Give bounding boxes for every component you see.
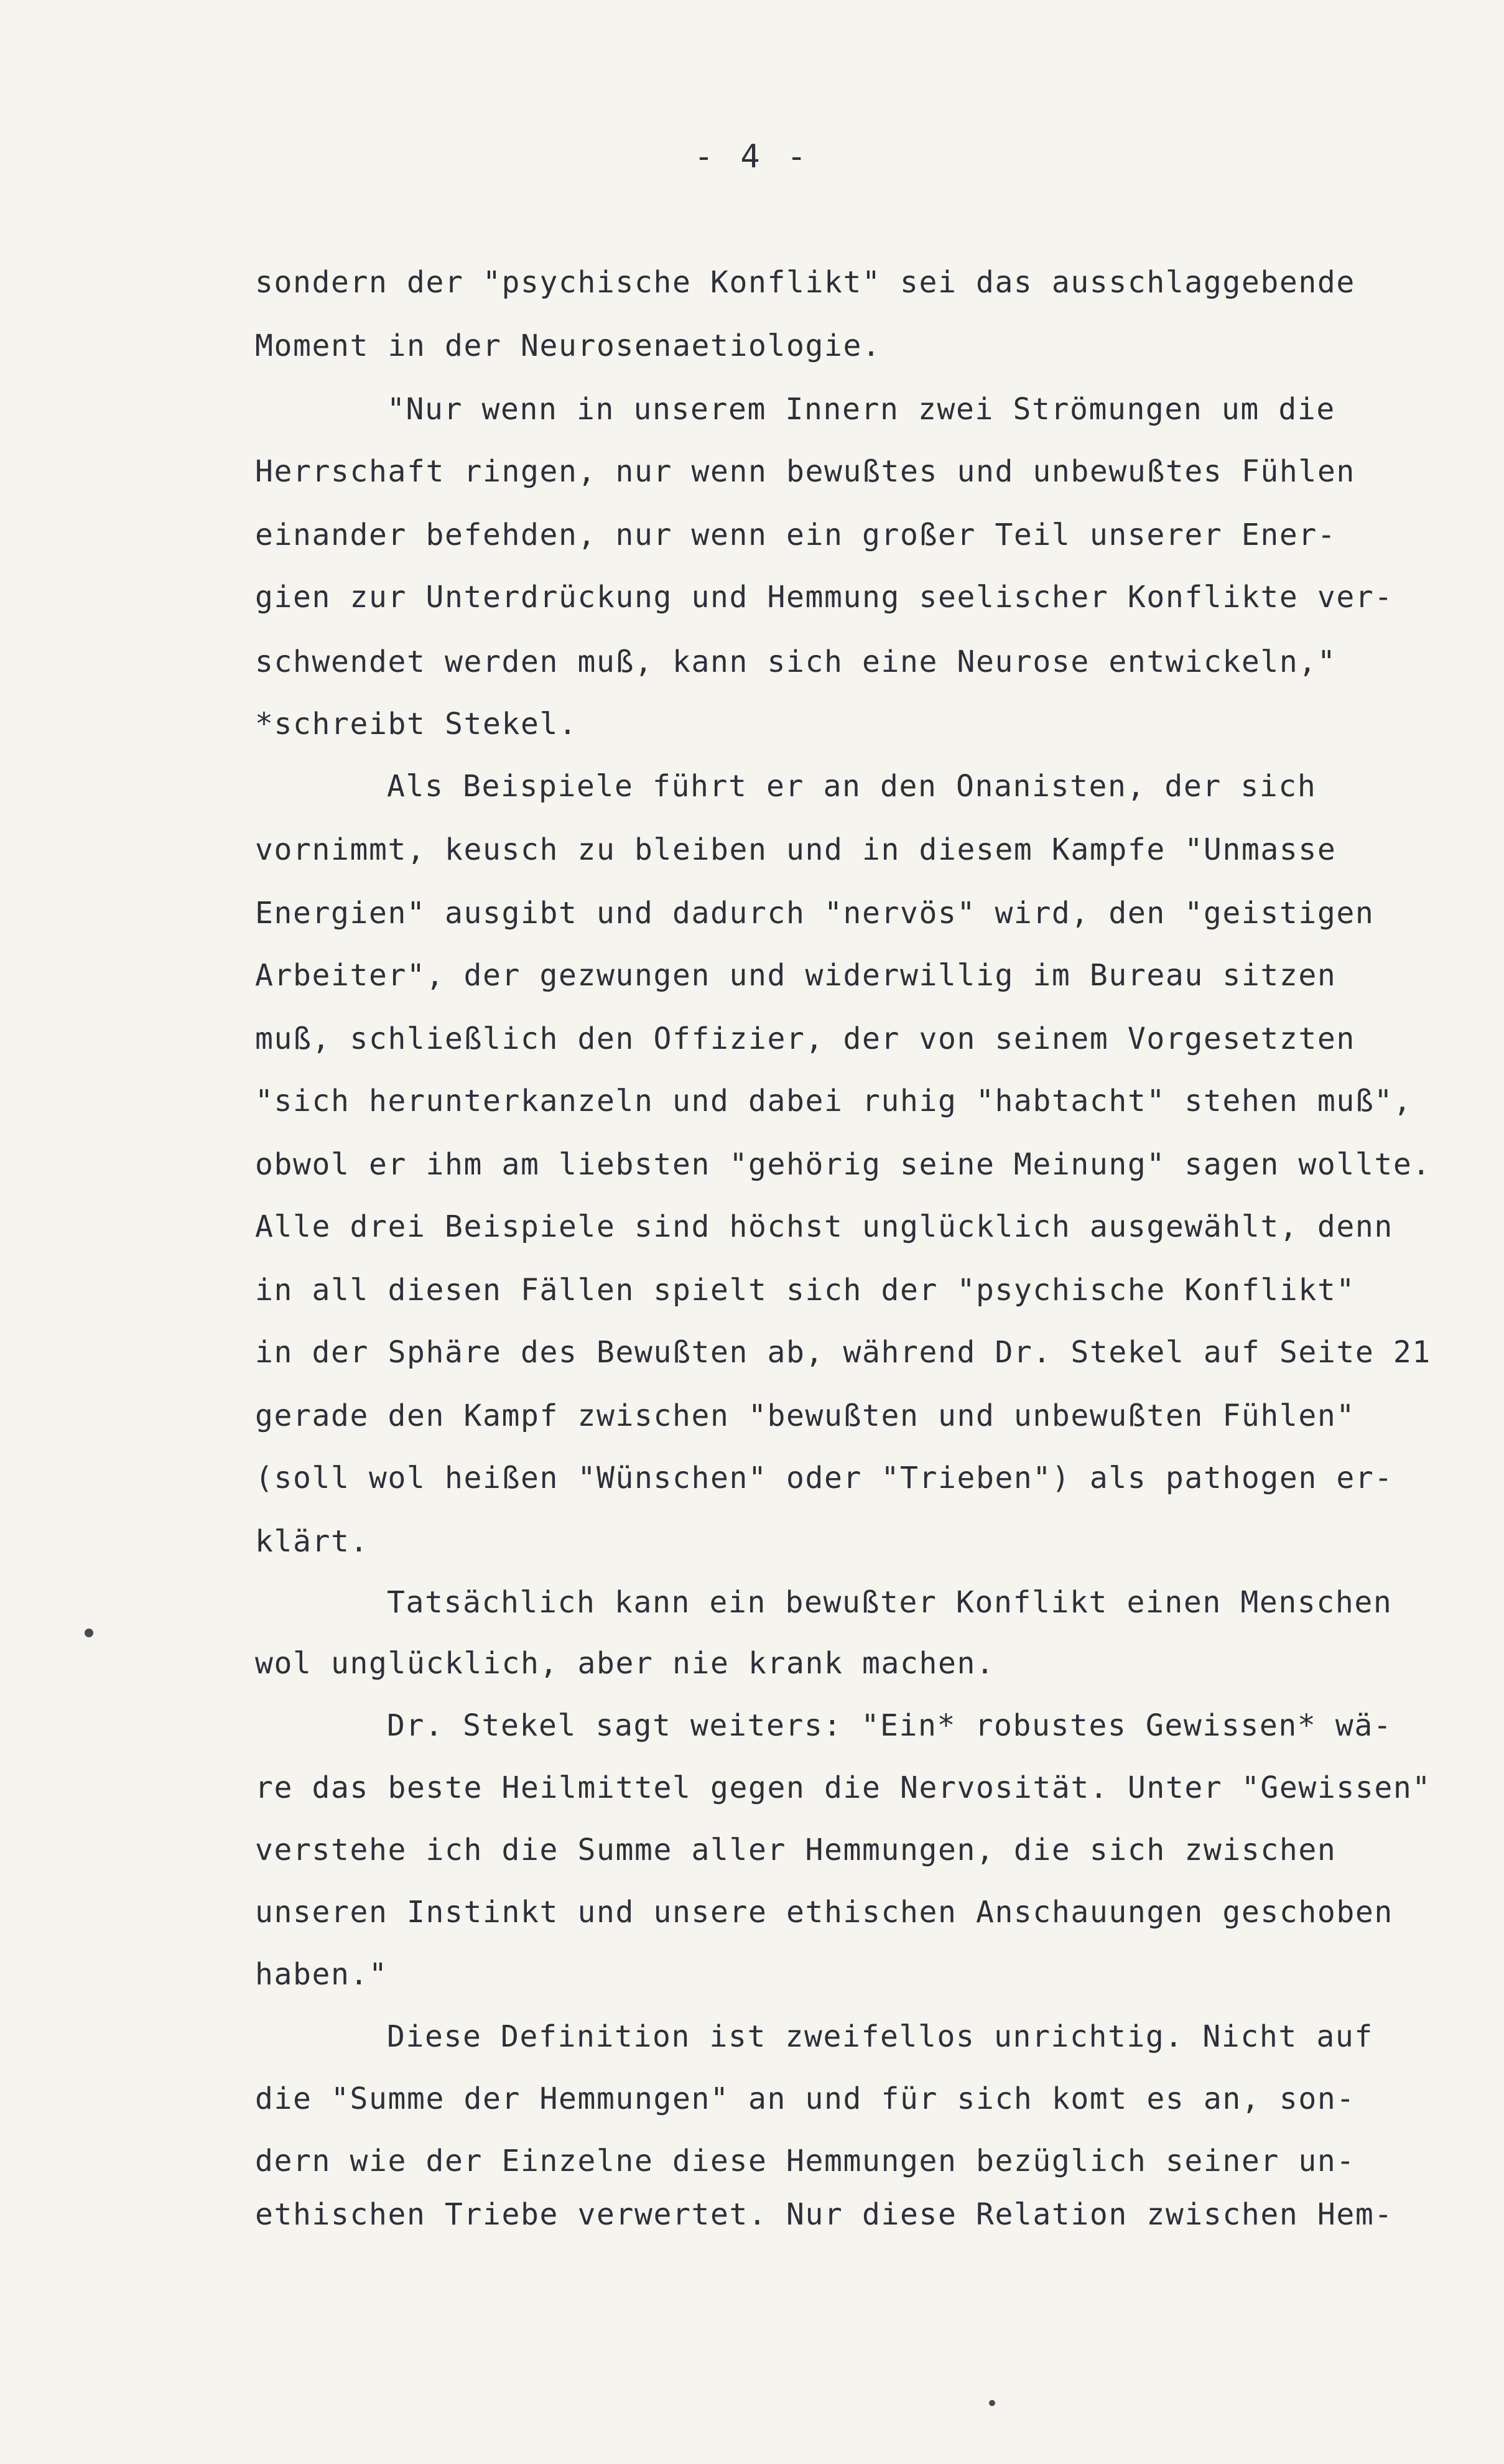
text-line-20: (soll wol heißen "Wünschen" oder "Trieben") als pathogen er-: [255, 1461, 1393, 1495]
text-line-3: "Nur wenn in unserem Innern zwei Strömungen um die: [387, 392, 1335, 427]
text-line-31: dern wie der Einzelne diese Hemmungen bezüglich seiner un-: [255, 2144, 1355, 2178]
text-line-29: Diese Definition ist zweifellos unrichtig. Nicht auf: [387, 2019, 1373, 2054]
page-number: - 4 -: [694, 138, 810, 175]
text-line-22: Tatsächlich kann ein bewußter Konflikt einen Menschen: [387, 1585, 1393, 1620]
text-line-10: vornimmt, keusch zu bleiben und in diesem Kampfe "Unmasse: [255, 832, 1337, 867]
text-line-24: Dr. Stekel sagt weiters: "Ein* robustes Gewissen* wä-: [387, 1708, 1393, 1743]
text-line-4: Herrschaft ringen, nur wenn bewußtes und unbewußtes Fühlen: [255, 454, 1355, 489]
text-line-19: gerade den Kampf zwischen "bewußten und unbewußten Fühlen": [255, 1398, 1355, 1433]
text-line-8: *schreibt Stekel.: [255, 707, 578, 742]
ink-speck: [85, 1629, 93, 1637]
text-line-1: sondern der "psychische Konflikt" sei das ausschlaggebende: [255, 265, 1355, 300]
text-line-18: in der Sphäre des Bewußten ab, während Dr. Stekel auf Seite 21: [255, 1335, 1431, 1370]
text-line-2: Moment in der Neurosenaetiologie.: [255, 328, 881, 363]
text-line-32: ethischen Triebe verwertet. Nur diese Relation zwischen Hem-: [255, 2197, 1393, 2232]
text-line-16: Alle drei Beispiele sind höchst unglücklich ausgewählt, denn: [255, 1209, 1393, 1244]
text-line-5: einander befehden, nur wenn ein großer Teil unserer Ener-: [255, 518, 1337, 552]
text-line-6: gien zur Unterdrückung und Hemmung seelischer Konflikte ver-: [255, 580, 1393, 615]
text-line-23: wol unglücklich, aber nie krank machen.: [255, 1646, 995, 1681]
text-line-12: Arbeiter", der gezwungen und widerwillig im Bureau sitzen: [255, 958, 1337, 993]
ink-speck: [989, 2400, 995, 2406]
text-line-9: Als Beispiele führt er an den Onanisten, der sich: [387, 769, 1317, 804]
text-line-30: die "Summe der Hemmungen" an und für sich komt es an, son-: [255, 2081, 1355, 2116]
text-line-28: haben.": [255, 1957, 388, 1992]
text-line-13: muß, schließlich den Offizier, der von seinem Vorgesetzten: [255, 1021, 1355, 1056]
text-line-25: re das beste Heilmittel gegen die Nervosität. Unter "Gewissen": [255, 1770, 1431, 1805]
text-line-7: schwendet werden muß, kann sich eine Neurose entwickeln,": [255, 644, 1337, 679]
text-line-21: klärt.: [255, 1524, 369, 1559]
text-line-26: verstehe ich die Summe aller Hemmungen, die sich zwischen: [255, 1833, 1337, 1867]
text-line-27: unseren Instinkt und unsere ethischen Anschauungen geschoben: [255, 1895, 1393, 1930]
text-line-17: in all diesen Fällen spielt sich der "psychische Konflikt": [255, 1273, 1355, 1308]
text-line-11: Energien" ausgibt und dadurch "nervös" wird, den "geistigen: [255, 896, 1375, 931]
text-line-14: "sich herunterkanzeln und dabei ruhig "habtacht" stehen muß",: [255, 1084, 1413, 1118]
text-line-15: obwol er ihm am liebsten "gehörig seine Meinung" sagen wollte.: [255, 1147, 1431, 1182]
